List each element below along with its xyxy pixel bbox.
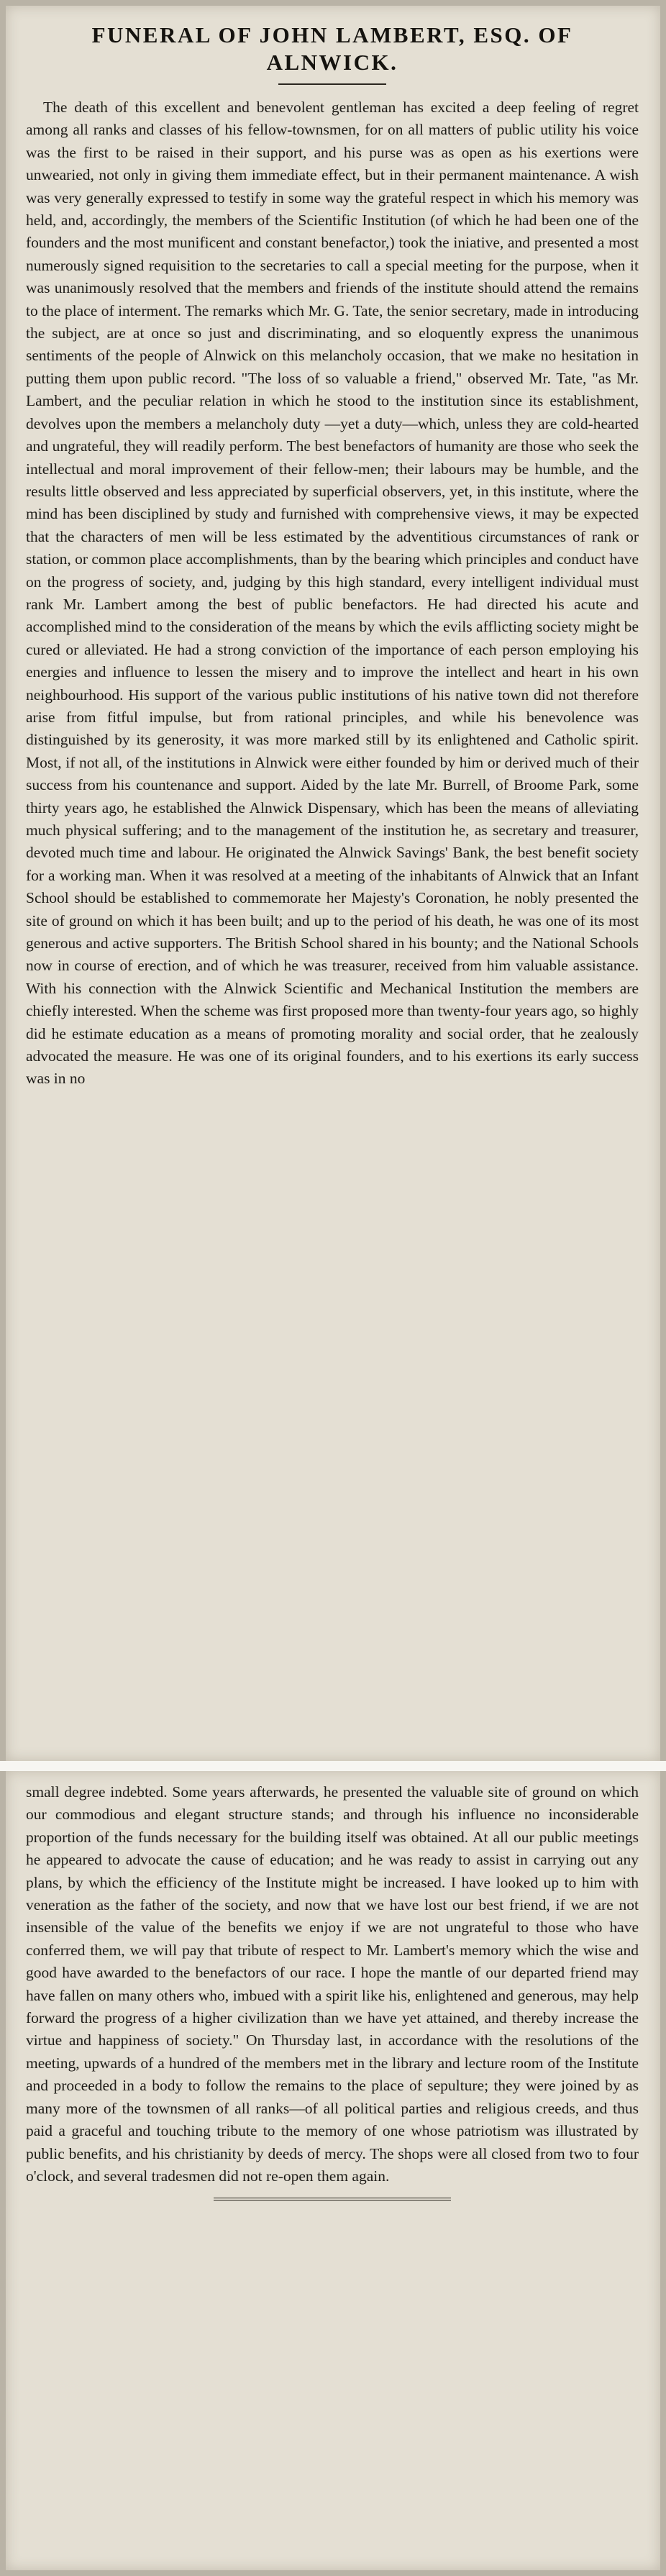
clipping-part-one xyxy=(6,6,660,1761)
clipping-gap xyxy=(0,1761,666,1771)
article-column-two xyxy=(26,1781,639,2200)
end-rule xyxy=(214,2198,451,2200)
article-paragraph-continued: small degree indebted. Some years afterwards, he presented the valuable site of ground on which our commodious and elegant structure stands; and through his influence no inconsiderable proportion of the funds necessary for the building itself was obtained. At all our public meetings he appeared to advocate the cause of education; and he was ready to assist in carrying out any plans, by which the efficiency of the Institute might be increased. I have looked up to him with veneration as the father of the society, and now that we have lost our best friend, if we are not insensible of the value of the benefits we enjoy if we are not ungrateful to those who have conferred them, we will pay that tribute of respect to Mr. Lambert's memory which the wise and good have awarded to the benefactors of our race. I hope the mantle of our departed friend may have fallen on many others who, imbued with a spirit like his, enlightened and generous, may help forward the progress of a higher civilization than we have yet attained, and thereby increase the virtue and happiness of society." On Thursday last, in accordance with the resolutions of the meeting, upwards of a hundred of the members met in the library and lecture room of the Institute and proceeded in a body to follow the remains to the place of sepulture; they were joined by as many more of the townsmen of all ranks—of all political parties and religious creeds, and thus paid a graceful and touching tribute to the memory of one whose patriotism was illustrated by public benefits, and his christianity by deeds of mercy. The shops were all closed from two to four o'clock, and several tradesmen did not re-open them again. xyxy=(26,1783,639,2185)
article-paragraph: The death of this excellent and benevolent gentleman has excited a deep feeling of regret among all ranks and classes of his fellow-townsmen, for on all matters of public utility his voice was the first to be raised in their support, and his purse was as open as his exertions were unwearied, not only in giving them immediate effect, but in their permanent maintenance. A wish was very generally expressed to testify in some way the grateful respect in which his memory was held, and, accordingly, the members of the Scientific Institution (of which he had been one of the founders and the most munificent and constant benefactor,) took the iniative, and presented a most numerously signed requisition to the secretaries to call a special meeting for the purpose, when it was unanimously resolved that the members and friends of the institute should attend the remains to the place of interment. The remarks which Mr. G. Tate, the senior secretary, made in introducing the subject, are at once so just and discriminating, and so eloquently express the unanimous sentiments of the people of Alnwick on this melancholy occasion, that we make no hesitation in putting them upon public record. "The loss of so valuable a friend," observed Mr. Tate, "as Mr. Lambert, and the peculiar relation in which he stood to the institution since its establishment, devolves upon the members a melancholy duty —yet a duty—which, unless they are cold-hearted and ungrateful, they will readily perform. The best benefactors of humanity are those who seek the intellectual and moral improvement of their fellow-men; their labours may be humble, and the results little observed and less appreciated by superficial observers, yet, in this institute, where the mind has been disciplined by study and furnished with comprehensive views, it may be expected that the characters of men will be less estimated by the adventitious circumstances of rank or station, or common place accomplishments, than by the bearing which principles and conduct have on the progress of society, and, judging by this high standard, every intelligent individual must rank Mr. Lambert among the best of public benefactors. He had directed his acute and accomplished mind to the consideration of the means by which the evils afflicting society might be cured or alleviated. He had a strong conviction of the importance of each person employing his energies and influence to lessen the misery and to improve the intellect and heart in his own neighbourhood. His support of the various public institutions of his native town did not therefore arise from fitful impulse, but from rational principles, and while his benevolence was distinguished by its generosity, it was more marked still by its enlightened and Catholic spirit. Most, if not all, of the institutions in Alnwick were either founded by him or derived much of their success from his countenance and support. Aided by the late Mr. Burrell, of Broome Park, some thirty years ago, he established the Alnwick Dispensary, which has been the means of alleviating much physical suffering; and to the management of the institution he, as secretary and treasurer, devoted much time and labour. He originated the Alnwick Savings' Bank, the best benefit society for a working man. When it was resolved at a meeting of the inhabitants of Alnwick that an Infant School should be established to commemorate her Majesty's Coronation, he nobly presented the site of ground on which it has been built; and up to the period of his death, he was one of its most generous and active supporters. The British School shared in his bounty; and the National Schools now in course of erection, and of which he was treasurer, received from him valuable assistance. With his connection with the Alnwick Scientific and Mechanical Institution the members are chiefly interested. When the scheme was first proposed more than twenty-four years ago, so highly did he estimate education as a means of promoting morality and social order, that he zealously advocated the measure. He was one of its original founders, and to his exertions its early success was in no xyxy=(26,99,639,1088)
clipping-part-two xyxy=(6,1771,660,2570)
headline-rule xyxy=(278,83,386,85)
article-headline: FUNERAL OF JOHN LAMBERT, ESQ. OF ALNWICK. xyxy=(91,22,573,75)
article-column-one xyxy=(26,22,639,1091)
